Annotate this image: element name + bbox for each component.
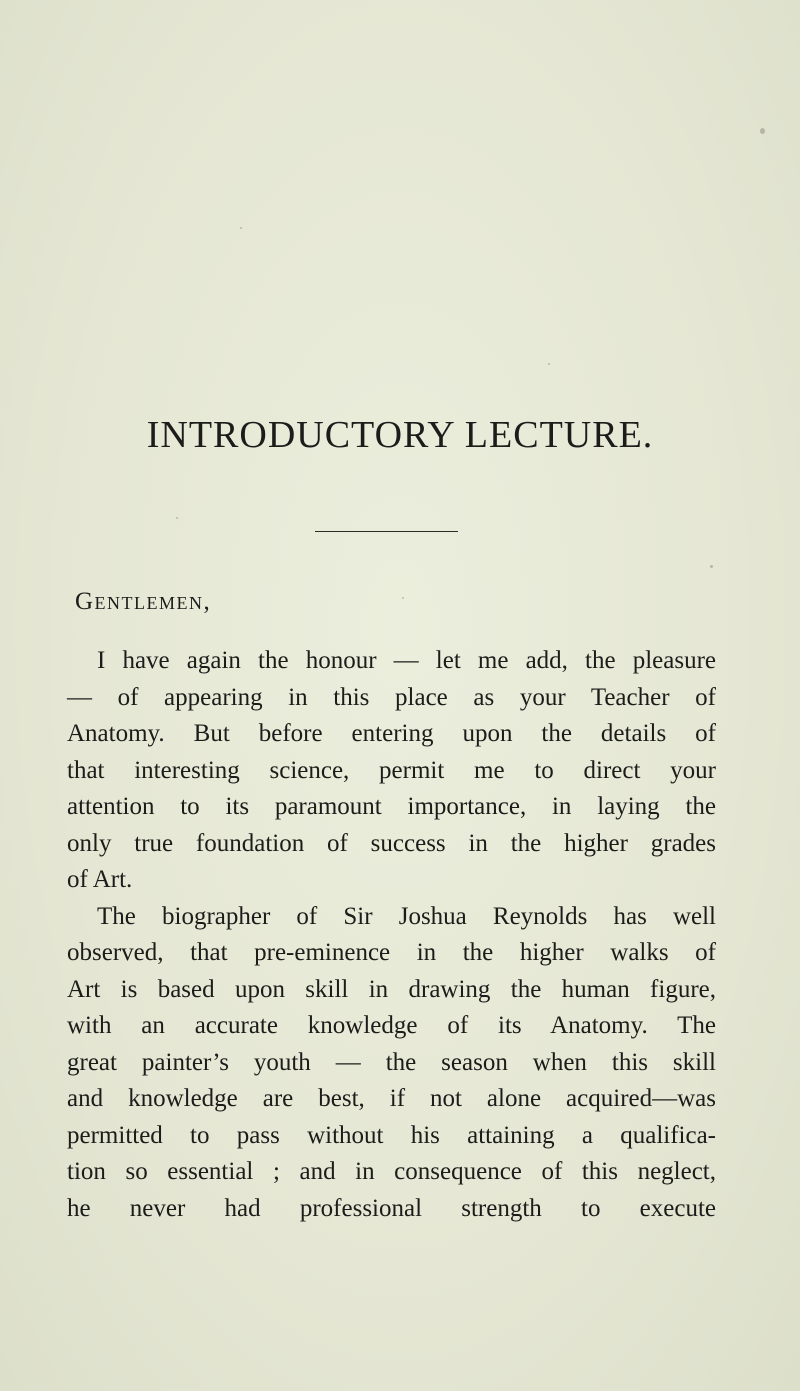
text-line: observed, that pre-eminence in the higher walks of <box>67 939 716 966</box>
paper-speck <box>240 227 242 229</box>
text-line: permitted to pass without his attaining a qualifica- <box>67 1121 716 1149</box>
text-line: and knowledge are best, if not alone acquired—was <box>67 1085 716 1112</box>
text-line: of Art. <box>67 866 133 893</box>
text-line: tion so essential ; and in consequence of this neglect, <box>67 1158 716 1185</box>
text-line: great painter’s youth — the season when this skill <box>67 1048 716 1076</box>
text-line: Art is based upon skill in drawing the human figure, <box>67 975 716 1003</box>
text-line: with an accurate knowledge of its Anatomy. The <box>67 1012 716 1039</box>
text-line: that interesting science, permit me to direct your <box>67 756 716 784</box>
paper-speck <box>760 128 765 134</box>
text-line: — of appearing in this place as your Teacher of <box>67 683 716 711</box>
text-line: Anatomy. But before entering upon the details of <box>67 720 716 747</box>
page-title: INTRODUCTORY LECTURE. <box>146 414 654 456</box>
text-line: attention to its paramount importance, in laying the <box>67 793 716 820</box>
text-line: I have again the honour — let me add, the pleasure <box>97 647 716 674</box>
paper-speck <box>710 565 713 568</box>
title-rule <box>315 531 458 532</box>
text-line: only true foundation of success in the higher grades <box>67 829 716 857</box>
paper-speck <box>402 597 404 599</box>
body-text <box>67 643 716 1227</box>
paper-speck <box>176 517 178 519</box>
text-line: The biographer of Sir Joshua Reynolds has well <box>97 902 716 930</box>
text-line: he never had professional strength to execute <box>67 1194 716 1222</box>
paper-speck <box>548 363 550 365</box>
salutation: Gentlemen, <box>75 588 212 615</box>
